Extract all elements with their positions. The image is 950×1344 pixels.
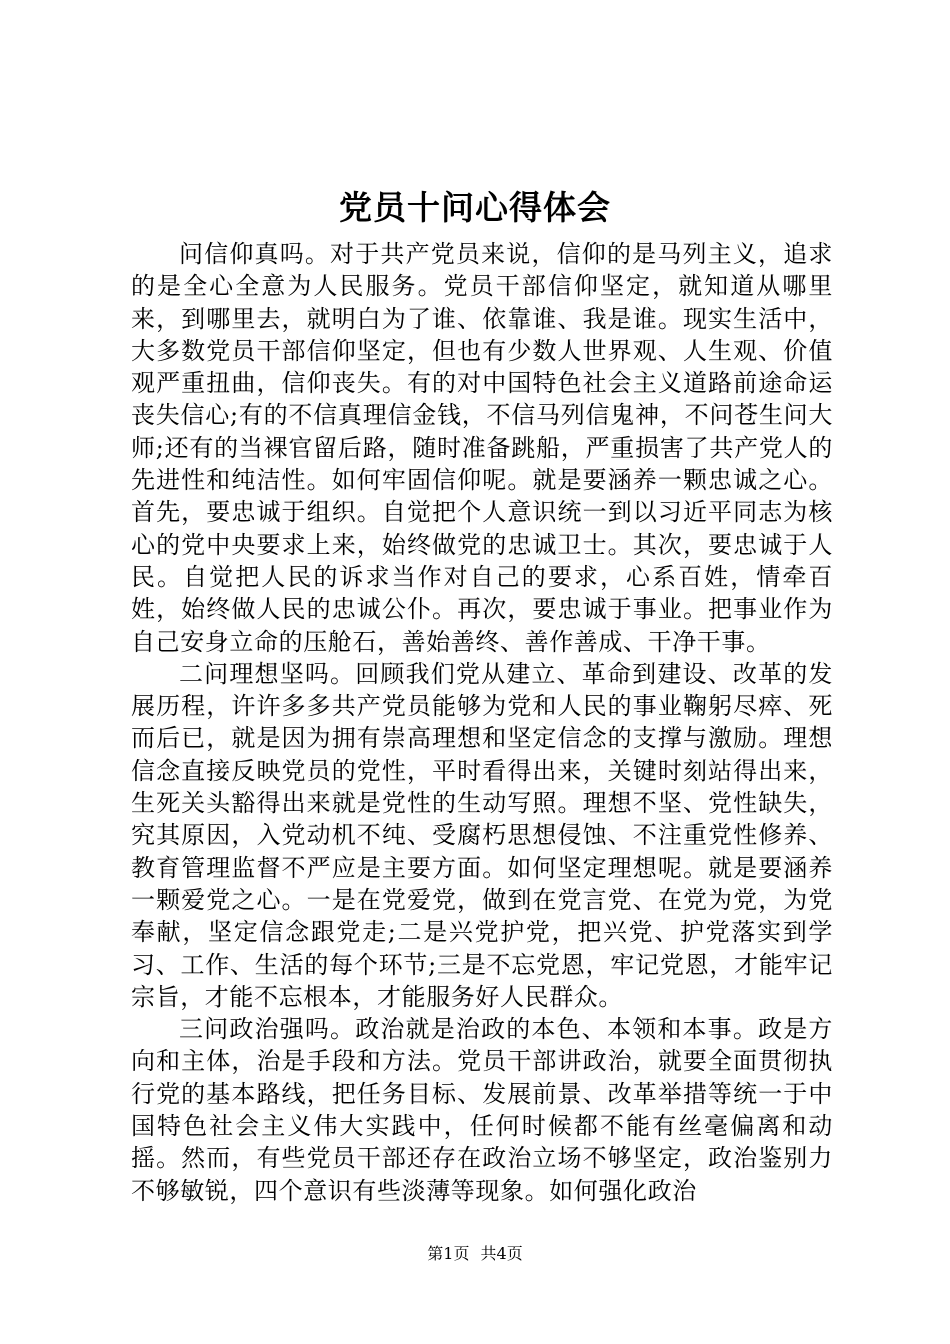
page-footer	[0, 1243, 950, 1265]
page-total: 共4页	[480, 1244, 523, 1263]
paragraph-ideals: 二问理想坚吗。回顾我们党从建立、革命到建设、改革的发展历程，许许多多共产党员能够为党和人民的事业鞠躬尽瘁、死而后已，就是因为拥有崇高理想和坚定信念的支撑与激励。理想信念直接反映党员的党性，平时看得出来，关键时刻站得出来，生死关头豁得出来就是党性的生动写照。理想不坚、党性缺失，究其原因，入党动机不纯、受腐朽思想侵蚀、不注重党性修养、教育管理监督不严应是主要方面。如何坚定理想呢。就是要涵养一颗爱党之心。一是在党爱党，做到在党言党、在党为党，为党奉献，坚定信念跟党走;二是兴党护党，把兴党、护党落实到学习、工作、生活的每个环节;三是不忘党恩，牢记党恩，才能牢记宗旨，才能不忘根本，才能服务好人民群众。	[131, 659, 833, 1011]
page-number: 第1页	[427, 1244, 470, 1263]
document-body	[131, 238, 833, 1207]
page-title: 党员十问心得体会	[339, 188, 611, 227]
paragraph-faith: 问信仰真吗。对于共产党员来说，信仰的是马列主义，追求的是全心全意为人民服务。党员干部信仰坚定，就知道从哪里来，到哪里去，就明白为了谁、依靠谁、我是谁。现实生活中，大多数党员干部信仰坚定，但也有少数人世界观、人生观、价值观严重扭曲，信仰丧失。有的对中国特色社会主义道路前途命运丧失信心;有的不信真理信金钱，不信马列信鬼神，不问苍生问大师;还有的当裸官留后路，随时准备跳船，严重损害了共产党人的先进性和纯洁性。如何牢固信仰呢。就是要涵养一颗忠诚之心。首先，要忠诚于组织。自觉把个人意识统一到以习近平同志为核心的党中央要求上来，始终做党的忠诚卫士。其次，要忠诚于人民。自觉把人民的诉求当作对自己的要求，心系百姓，情牵百姓，始终做人民的忠诚公仆。再次，要忠诚于事业。把事业作为自己安身立命的压舱石，善始善终、善作善成、干净干事。	[131, 240, 833, 656]
paragraph-politics: 三问政治强吗。政治就是治政的本色、本领和本事。政是方向和主体，治是手段和方法。党员干部讲政治，就要全面贯彻执行党的基本路线，把任务目标、发展前景、改革举措等统一于中国特色社会主义伟大实践中，任何时候都不能有丝毫偏离和动摇。然而，有些党员干部还存在政治立场不够坚定，政治鉴别力不够敏锐，四个意识有些淡薄等现象。如何强化政治	[131, 1015, 833, 1205]
